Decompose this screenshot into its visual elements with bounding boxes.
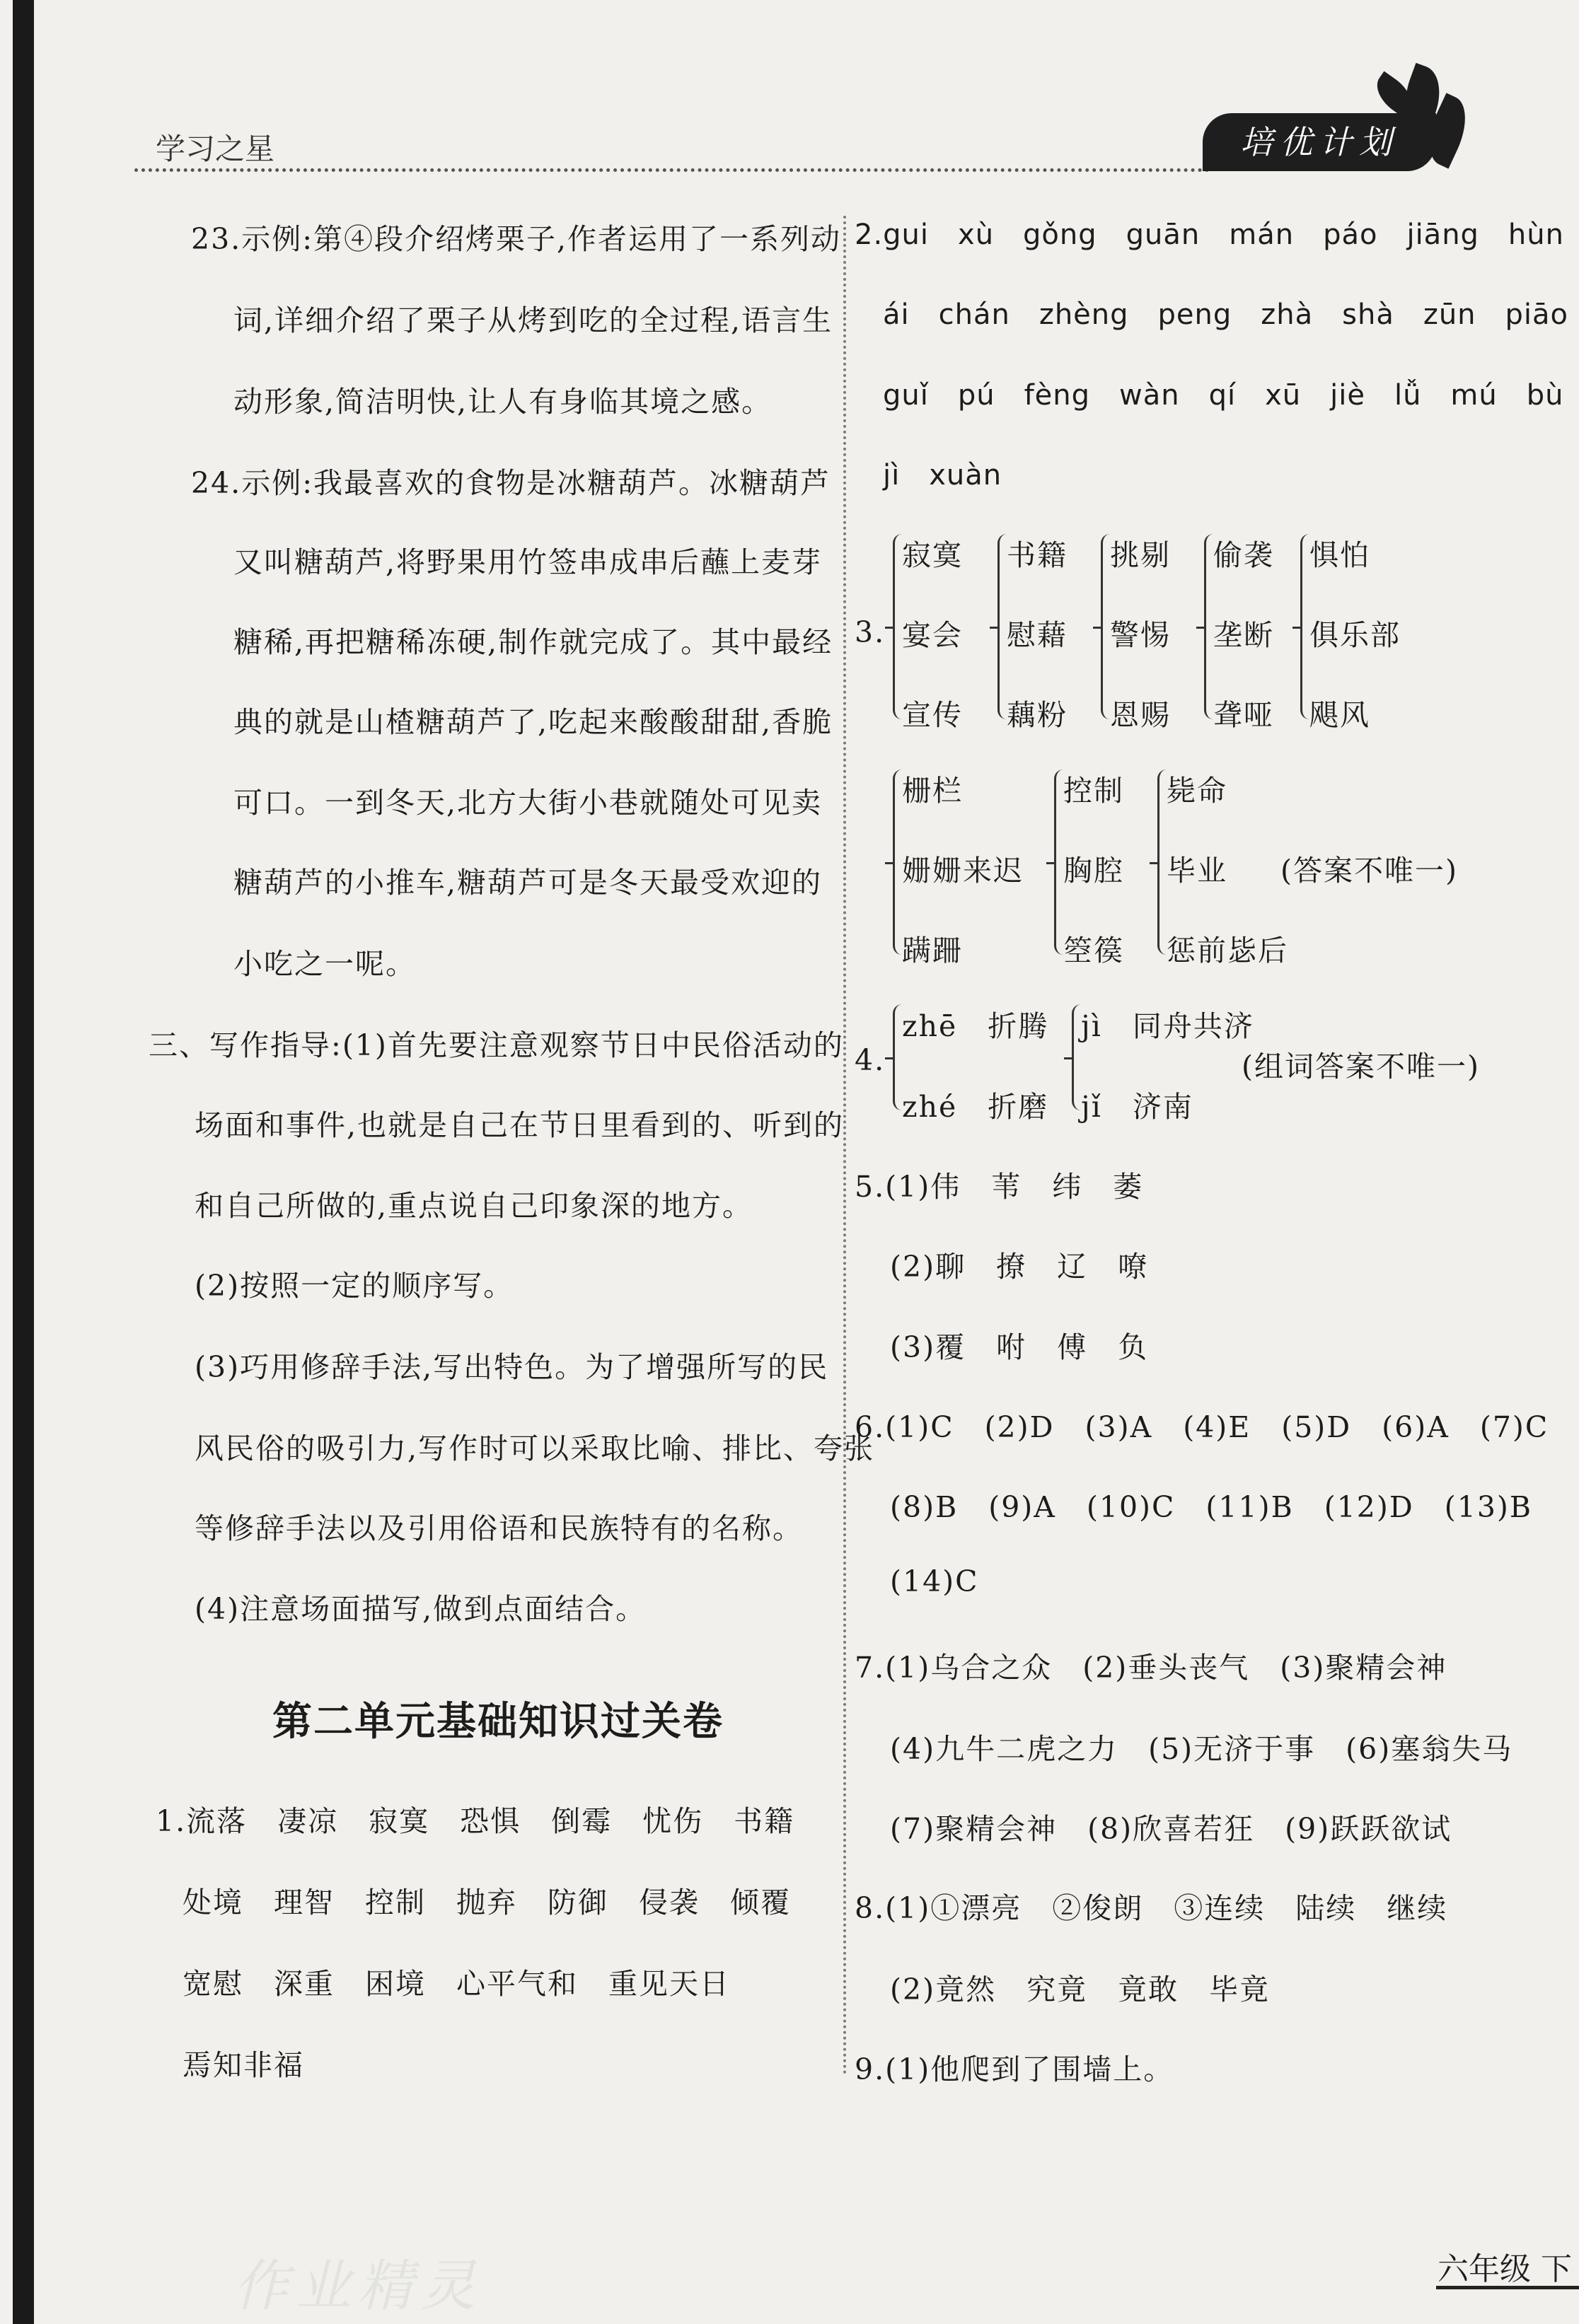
q6-line: (8)B (9)A (10)C (11)B (12)D (13)B <box>890 1490 1533 1524</box>
q2-pinyin-line: guǐ pú fèng wàn qí xū jiè lǚ mú bù <box>883 379 1564 412</box>
q5-line: (3)覆 咐 傅 负 <box>890 1330 1149 1364</box>
q3-word: 毕业 <box>1167 854 1227 888</box>
q6-line: 6.(1)C (2)D (3)A (4)E (5)D (6)A (7)C <box>855 1410 1549 1444</box>
q3-word: 姗姗来迟 <box>902 854 1024 888</box>
q3-word: 蹒跚 <box>902 934 963 968</box>
q23-line: 动形象,简洁明快,让人有身临其境之感。 <box>233 385 773 419</box>
q4-item: zhē 折腾 <box>902 1009 1049 1043</box>
section-title: 第二单元基础知识过关卷 <box>272 1699 724 1745</box>
q9-line: 9.(1)他爬到了围墙上。 <box>855 2052 1174 2086</box>
q4-note: (组词答案不唯一) <box>1242 1050 1480 1083</box>
column-divider <box>843 216 846 2076</box>
q3-group-brace <box>1204 534 1213 719</box>
q4-brace <box>1072 1004 1081 1110</box>
binding-spine <box>13 0 34 2324</box>
footer-rule <box>1436 2286 1579 2289</box>
q3-word: 寂寞 <box>902 538 963 572</box>
q3-word: 警惕 <box>1110 618 1171 652</box>
writing-line: (4)注意场面描写,做到点面结合。 <box>195 1592 647 1626</box>
leaf-icon <box>1372 67 1464 173</box>
watermark: 作业精灵 <box>233 2255 483 2318</box>
q4-item: zhé 折磨 <box>902 1090 1049 1124</box>
q4-brace <box>893 1004 902 1110</box>
q3-word: 毙命 <box>1167 774 1227 808</box>
q2-pinyin-line: 2.gui xù gǒng guān mán páo jiāng hùn <box>855 219 1564 251</box>
q23-line: 词,详细介绍了栗子从烤到吃的全过程,语言生 <box>233 303 833 337</box>
q7-line: (7)聚精会神 (8)欣喜若狂 (9)跃跃欲试 <box>890 1812 1452 1846</box>
writing-line: 等修辞手法以及引用俗语和民族特有的名称。 <box>195 1511 803 1545</box>
q5-line: 5.(1)伟 苇 纬 萎 <box>855 1170 1144 1204</box>
q3-word: 飓风 <box>1309 698 1370 732</box>
q3-group-brace <box>1101 534 1110 719</box>
header-title: 学习之星 <box>156 132 275 166</box>
q3-word: 控制 <box>1063 774 1124 808</box>
writing-line: 三、写作指导:(1)首先要注意观察节日中民俗活动的 <box>149 1028 844 1062</box>
q4-item: jì 同舟共济 <box>1081 1009 1254 1043</box>
q24-line: 糖稀,再把糖稀冻硬,制作就完成了。其中最经 <box>233 625 833 659</box>
q23-line: 23.示例:第④段介绍烤栗子,作者运用了一系列动 <box>191 222 842 256</box>
q1-line: 处境 理智 控制 抛弃 防御 侵袭 倾覆 <box>183 1886 791 1919</box>
q3-group-brace <box>1054 769 1063 955</box>
q3-word: 胸腔 <box>1063 854 1124 888</box>
q8-line: (2)竟然 究竟 竟敢 毕竟 <box>890 1973 1271 2006</box>
q3-word: 慰藉 <box>1007 618 1068 652</box>
q3-word: 箜篌 <box>1063 934 1124 968</box>
writing-line: (2)按照一定的顺序写。 <box>195 1269 514 1303</box>
q7-line: (4)九牛二虎之力 (5)无济于事 (6)塞翁失马 <box>890 1732 1513 1766</box>
q5-line: (2)聊 撩 辽 嘹 <box>890 1250 1149 1284</box>
q3-word: 挑剔 <box>1110 538 1171 572</box>
q3-word: 宣传 <box>902 698 963 732</box>
q3-word: 俱乐部 <box>1309 618 1401 652</box>
q3-word: 恩赐 <box>1110 698 1171 732</box>
writing-line: (3)巧用修辞手法,写出特色。为了增强所写的民 <box>195 1350 829 1384</box>
q3-group-brace <box>893 534 902 719</box>
q3-group-brace <box>1300 534 1309 719</box>
writing-line: 和自己所做的,重点说自己印象深的地方。 <box>195 1189 753 1223</box>
q3-word: 栅栏 <box>902 774 963 808</box>
q24-line: 24.示例:我最喜欢的食物是冰糖葫芦。冰糖葫芦 <box>191 466 831 500</box>
q3-word: 宴会 <box>902 618 963 652</box>
q24-line: 小吃之一呢。 <box>233 947 416 981</box>
q1-line: 宽慰 深重 困境 心平气和 重见天日 <box>183 1967 730 2001</box>
q3-word: 惩前毖后 <box>1167 934 1288 968</box>
q3-word: 聋哑 <box>1213 698 1274 732</box>
q2-pinyin-line: ái chán zhèng peng zhà shà zūn piāo <box>883 298 1569 331</box>
q24-line: 又叫糖葫芦,将野果用竹签串成串后蘸上麦芽 <box>233 545 823 579</box>
footer-grade: 六年级 下 <box>1438 2251 1572 2287</box>
q3-group-brace <box>893 769 902 955</box>
q3-word: 书籍 <box>1007 538 1068 572</box>
q3-word: 垄断 <box>1213 618 1274 652</box>
q3-word: 藕粉 <box>1007 698 1068 732</box>
q3-group-brace <box>997 534 1007 719</box>
q24-line: 可口。一到冬天,北方大街小巷就随处可见卖 <box>233 786 823 820</box>
q3-word: 偷袭 <box>1213 538 1274 572</box>
q24-line: 典的就是山楂糖葫芦了,吃起来酸酸甜甜,香脆 <box>233 705 833 739</box>
q1-line: 1.流落 凄凉 寂寞 恐惧 倒霉 忧伤 书籍 <box>156 1804 795 1838</box>
q7-line: 7.(1)乌合之众 (2)垂头丧气 (3)聚精会神 <box>855 1651 1447 1685</box>
q1-line: 焉知非福 <box>183 2048 304 2082</box>
q3-note: (答案不唯一) <box>1280 854 1458 888</box>
header-badge: 培优计划 <box>1203 113 1436 171</box>
q3-label: 3. <box>855 615 886 649</box>
writing-line: 风民俗的吸引力,写作时可以采取比喻、排比、夸张 <box>195 1431 875 1465</box>
q3-group-brace <box>1157 769 1167 955</box>
q4-item: jǐ 济南 <box>1081 1090 1193 1124</box>
q6-line: (14)C <box>890 1564 979 1598</box>
q2-pinyin-line: jì xuàn <box>883 459 1002 492</box>
q8-line: 8.(1)①漂亮 ②俊朗 ③连续 陆续 继续 <box>855 1891 1448 1925</box>
writing-line: 场面和事件,也就是自己在节日里看到的、听到的 <box>195 1108 845 1142</box>
q24-line: 糖葫芦的小推车,糖葫芦可是冬天最受欢迎的 <box>233 866 823 900</box>
header-dotted-rule <box>134 168 1210 172</box>
q3-word: 惧怕 <box>1309 538 1370 572</box>
q4-label: 4. <box>855 1043 886 1077</box>
